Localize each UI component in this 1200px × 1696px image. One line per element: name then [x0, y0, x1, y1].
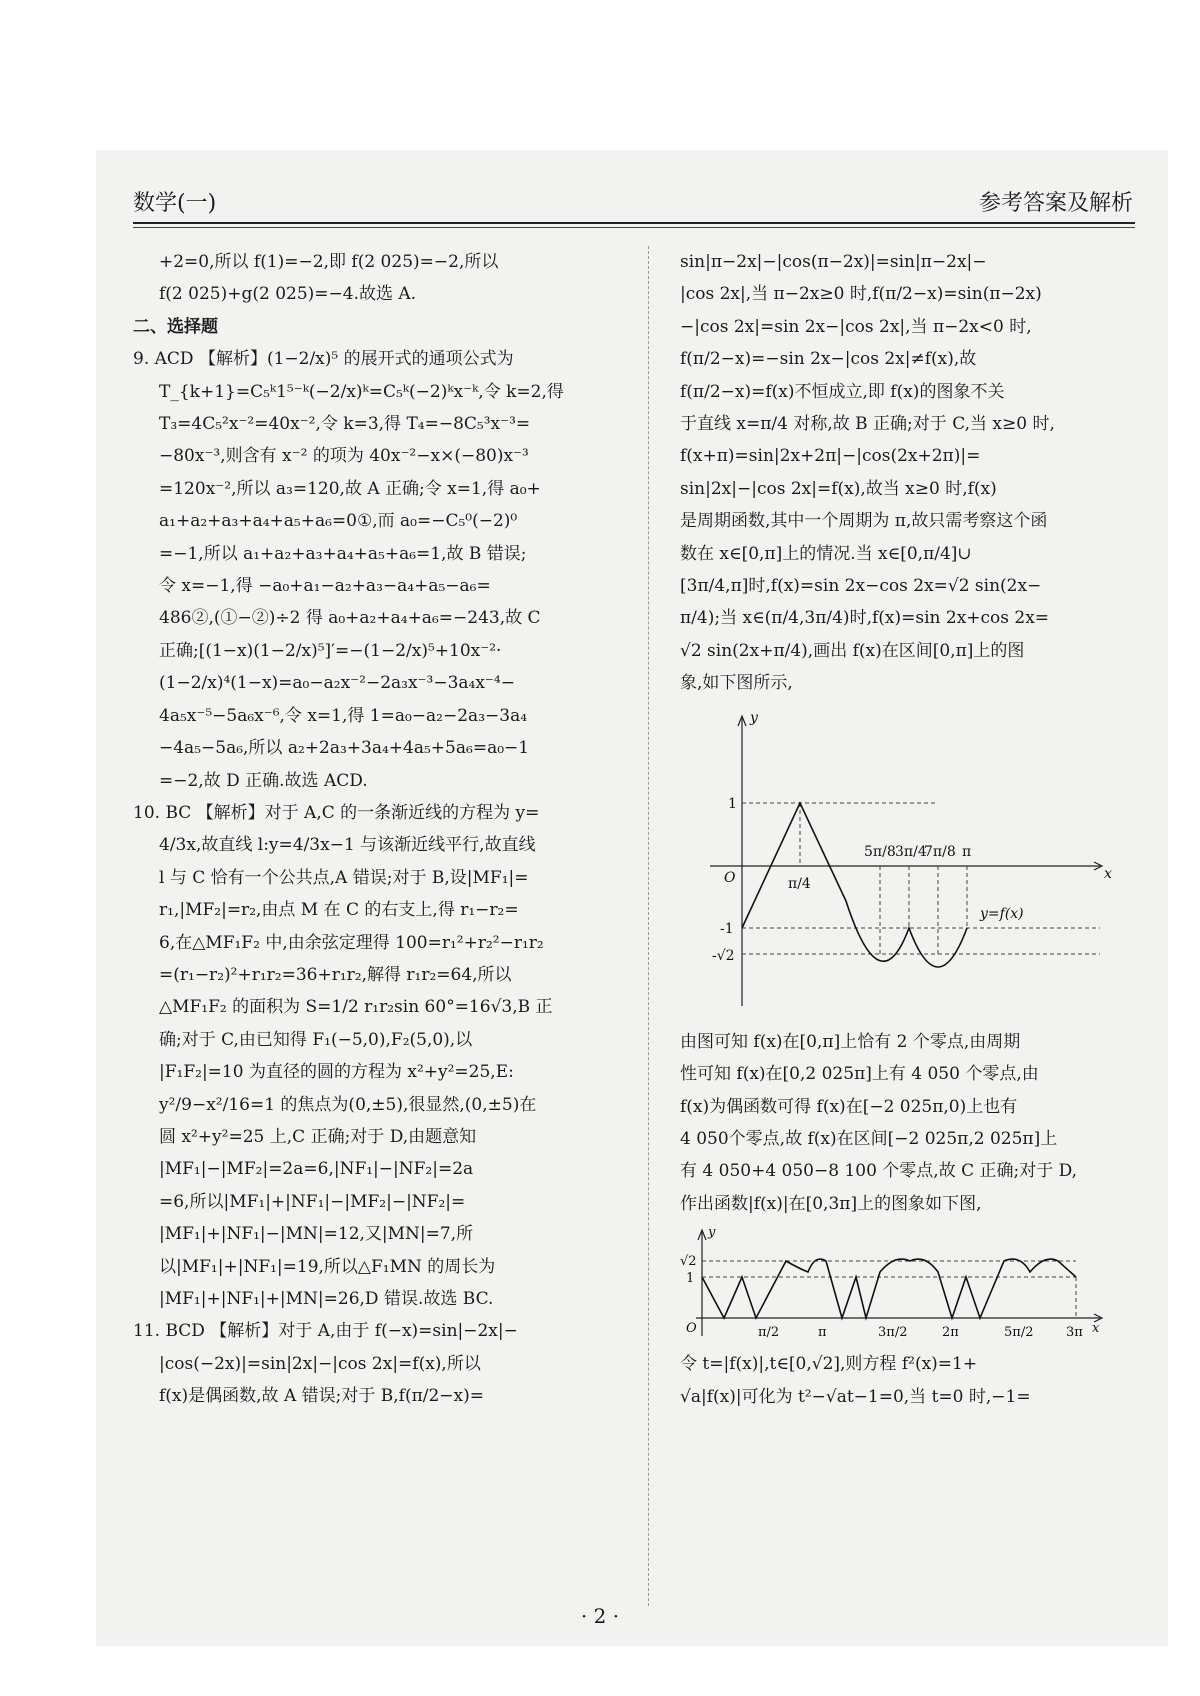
- text-line: T₃=4C₅²x⁻²=40x⁻²,令 k=3,得 T₄=−8C₅³x⁻³=: [159, 414, 531, 435]
- text-line: 是周期函数,其中一个周期为 π,故只需考察这个函: [680, 511, 1048, 532]
- text-line: √a|f(x)|可化为 t²−√at−1=0,当 t=0 时,−1=: [680, 1386, 1031, 1407]
- graph-abs-f-on-0-3pi: [680, 1224, 1133, 1348]
- text-line: =−2,故 D 正确.故选 ACD.: [159, 770, 368, 791]
- text-line: r₁,|MF₂|=r₂,由点 M 在 C 的右支上,得 r₁−r₂=: [159, 900, 519, 921]
- label-origin: O: [686, 1321, 697, 1337]
- text-line: f(x+π)=sin|2x+2π|−|cos(2x+2π)|=: [680, 446, 981, 467]
- graph-f-on-0-pi: [680, 706, 1133, 1026]
- label-pi: π: [818, 1325, 827, 1341]
- text-line: 有 4 050+4 050−8 100 个零点,故 C 正确;对于 D,: [680, 1161, 1078, 1182]
- text-line: 以|MF₁|+|NF₁|=19,所以△F₁MN 的周长为: [159, 1256, 496, 1277]
- text-line: 令 x=−1,得 −a₀+a₁−a₂+a₃−a₄+a₅−a₆=: [159, 576, 491, 597]
- text-line: 11. BCD 【解析】对于 A,由于 f(−x)=sin|−2x|−: [133, 1321, 518, 1342]
- label-3pi: 3π: [1066, 1325, 1083, 1341]
- text-line: T_{k+1}=C₅ᵏ1⁵⁻ᵏ(−2/x)ᵏ=C₅ᵏ(−2)ᵏx⁻ᵏ,令 k=2,得: [159, 381, 564, 402]
- subject-title: 数学(一): [133, 191, 217, 216]
- text-line: =−1,所以 a₁+a₂+a₃+a₄+a₅+a₆=1,故 B 错误;: [159, 543, 527, 564]
- text-line: l 与 C 恰有一个公共点,A 错误;对于 B,设|MF₁|=: [159, 867, 529, 888]
- text-line: f(π/2−x)=f(x)不恒成立,即 f(x)的图象不关: [680, 381, 1005, 402]
- text-line: |MF₁|+|NF₁|−|MN|=12,又|MN|=7,所: [159, 1224, 474, 1245]
- text-line: 令 t=|f(x)|,t∈[0,√2],则方程 f²(x)=1+: [680, 1354, 978, 1375]
- label-2pi: 2π: [942, 1325, 959, 1341]
- text-line: π/4);当 x∈(π/4,3π/4)时,f(x)=sin 2x+cos 2x=: [680, 608, 1050, 629]
- label-5pi2: 5π/2: [1004, 1325, 1034, 1341]
- header-rule-thick: [133, 222, 1135, 224]
- column-divider: [648, 246, 649, 1606]
- text-line: f(x)是偶函数,故 A 错误;对于 B,f(π/2−x)=: [159, 1386, 485, 1407]
- text-line: |F₁F₂|=10 为直径的圆的方程为 x²+y²=25,E:: [159, 1062, 514, 1083]
- text-line: −80x⁻³,则含有 x⁻² 的项为 40x⁻²−x×(−80)x⁻³: [159, 446, 529, 467]
- text-line: −4a₅−5a₆,所以 a₂+2a₃+3a₄+4a₅+5a₆=a₀−1: [159, 738, 530, 759]
- label-neg-one: -1: [720, 920, 734, 937]
- text-line: 确;对于 C,由已知得 F₁(−5,0),F₂(5,0),以: [159, 1029, 473, 1050]
- text-line: 于直线 x=π/4 对称,故 B 正确;对于 C,当 x≥0 时,: [680, 414, 1055, 435]
- text-line: 性可知 f(x)在[0,2 025π]上有 4 050 个零点,由: [680, 1064, 1039, 1085]
- text-line: |MF₁|+|NF₁|+|MN|=26,D 错误.故选 BC.: [159, 1289, 494, 1309]
- label-fname: y=f(x): [980, 905, 1024, 922]
- text-line: 9. ACD 【解析】(1−2/x)⁵ 的展开式的通项公式为: [133, 349, 514, 370]
- label-x: x: [1104, 865, 1112, 882]
- text-line: 象,如下图所示,: [680, 673, 793, 694]
- text-line: =120x⁻²,所以 a₃=120,故 A 正确;令 x=1,得 a₀+: [159, 478, 541, 499]
- text-line: |cos(−2x)|=sin|2x|−|cos 2x|=f(x),所以: [159, 1353, 481, 1374]
- label-x: x: [1092, 1321, 1100, 1337]
- text-line: 4a₅x⁻⁵−5a₆x⁻⁶,令 x=1,得 1=a₀−a₂−2a₃−3a₄: [159, 705, 528, 726]
- curve-f: [742, 803, 967, 967]
- text-line: +2=0,所以 f(1)=−2,即 f(2 025)=−2,所以: [159, 252, 499, 272]
- text-line: sin|π−2x|−|cos(π−2x)|=sin|π−2x|−: [680, 252, 987, 272]
- label-pi: π: [962, 843, 972, 860]
- page-header: [133, 182, 1133, 226]
- label-3pi2: 3π/2: [878, 1325, 908, 1341]
- header-rule-thin: [133, 227, 1135, 228]
- page-number: · 2 ·: [580, 1604, 620, 1628]
- right-column: [680, 246, 1133, 1413]
- text-line: √2 sin(2x+π/4),画出 f(x)在区间[0,π]上的图: [680, 640, 1025, 661]
- section-heading: 二、选择题: [133, 316, 218, 337]
- text-line: 数在 x∈[0,π]上的情况.当 x∈[0,π/4]∪: [680, 543, 972, 564]
- label-origin: O: [724, 869, 736, 886]
- label-one: 1: [686, 1271, 695, 1287]
- text-line: △MF₁F₂ 的面积为 S=1/2 r₁r₂sin 60°=16√3,B 正: [159, 997, 553, 1018]
- label-3pi4: 3π/4: [895, 843, 927, 860]
- text-line: [3π/4,π]时,f(x)=sin 2x−cos 2x=√2 sin(2x−: [680, 576, 1042, 597]
- label-sqrt2: √2: [680, 1254, 697, 1270]
- text-line: =6,所以|MF₁|+|NF₁|−|MF₂|−|NF₂|=: [159, 1191, 466, 1212]
- text-line: 4/3x,故直线 l:y=4/3x−1 与该渐近线平行,故直线: [159, 835, 536, 856]
- label-neg-sqrt2: -√2: [712, 947, 735, 964]
- section-title: 参考答案及解析: [978, 191, 1133, 216]
- curve-abs-f: [702, 1259, 1076, 1318]
- left-column: [133, 246, 621, 1413]
- text-line: 4 050个零点,故 f(x)在区间[−2 025π,2 025π]上: [680, 1128, 1058, 1149]
- label-y: y: [708, 1225, 716, 1241]
- label-pi4: π/4: [788, 875, 811, 892]
- text-line: sin|2x|−|cos 2x|=f(x),故当 x≥0 时,f(x): [680, 478, 997, 499]
- text-line: =(r₁−r₂)²+r₁r₂=36+r₁r₂,解得 r₁r₂=64,所以: [159, 964, 512, 985]
- text-line: |cos 2x|,当 π−2x≥0 时,f(π/2−x)=sin(π−2x): [680, 284, 1042, 305]
- text-line: 486②,(①−②)÷2 得 a₀+a₂+a₄+a₆=−243,故 C: [159, 608, 541, 629]
- text-line: a₁+a₂+a₃+a₄+a₅+a₆=0①,而 a₀=−C₅⁰(−2)⁰: [159, 511, 518, 532]
- label-5pi8: 5π/8: [864, 843, 896, 860]
- label-one: 1: [728, 795, 737, 812]
- text-line: (1−2/x)⁴(1−x)=a₀−a₂x⁻²−2a₃x⁻³−3a₄x⁻⁴−: [159, 673, 515, 694]
- text-line: −|cos 2x|=sin 2x−|cos 2x|,当 π−2x<0 时,: [680, 316, 1032, 337]
- text-line: 作出函数|f(x)|在[0,3π]上的图象如下图,: [680, 1193, 982, 1214]
- text-line: |MF₁|−|MF₂|=2a=6,|NF₁|−|NF₂|=2a: [159, 1159, 474, 1180]
- text-line: f(2 025)+g(2 025)=−4.故选 A.: [159, 284, 417, 305]
- text-line: 10. BC 【解析】对于 A,C 的一条渐近线的方程为 y=: [133, 802, 540, 823]
- label-7pi8: 7π/8: [924, 843, 956, 860]
- text-line: 由图可知 f(x)在[0,π]上恰有 2 个零点,由周期: [680, 1031, 1021, 1052]
- text-line: y²/9−x²/16=1 的焦点为(0,±5),很显然,(0,±5)在: [159, 1094, 537, 1115]
- text-line: f(x)为偶函数可得 f(x)在[−2 025π,0)上也有: [680, 1096, 1018, 1117]
- text-line: 正确;[(1−x)(1−2/x)⁵]′=−(1−2/x)⁵+10x⁻²·: [159, 640, 502, 661]
- text-line: f(π/2−x)=−sin 2x−|cos 2x|≠f(x),故: [680, 349, 977, 370]
- text-line: 6,在△MF₁F₂ 中,由余弦定理得 100=r₁²+r₂²−r₁r₂: [159, 932, 544, 953]
- label-pi2: π/2: [758, 1325, 780, 1341]
- label-y: y: [750, 709, 758, 726]
- text-line: 圆 x²+y²=25 上,C 正确;对于 D,由题意知: [159, 1126, 477, 1147]
